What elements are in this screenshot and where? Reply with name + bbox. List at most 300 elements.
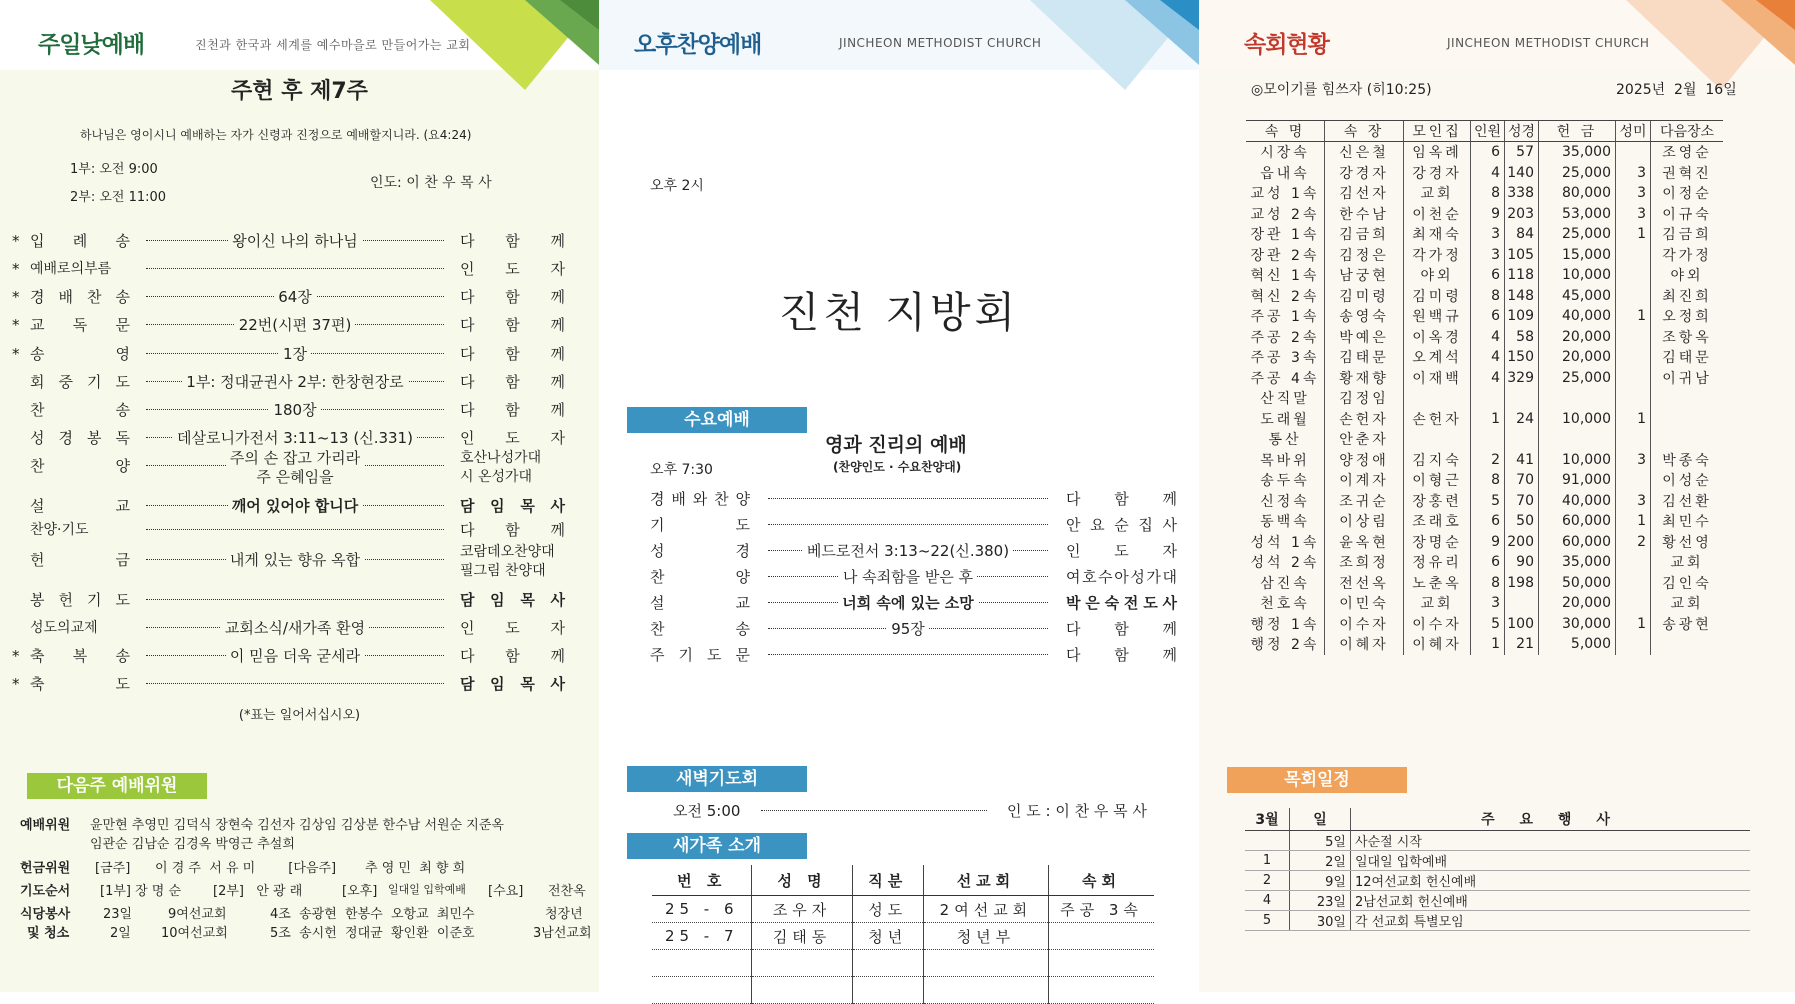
order-row: [0, 449, 599, 486]
table-cell: 송두속: [1260, 473, 1310, 490]
table-cell: 이정순: [1651, 183, 1724, 204]
table-cell: 성석 1속: [1250, 534, 1320, 551]
table-row: [652, 950, 1154, 977]
table-cell: 최진희: [1651, 286, 1724, 307]
order-row: [0, 519, 599, 543]
table-cell: 전선옥: [1325, 573, 1404, 594]
table-cell: 박종숙: [1651, 450, 1724, 471]
sunday-title: 주현 후 제7주: [231, 79, 368, 104]
morning-subtitle: 진천과 한국과 세계를 예수마을로 만들어가는 교회: [195, 38, 471, 52]
col-week: 3월: [1245, 808, 1290, 831]
worship-line1: 윤만현 추영민 김덕식 장현숙 김선자 김상임 김상분 한수남 서원순 지준옥: [90, 818, 504, 833]
order-row: [0, 343, 599, 367]
wed-item-content-wrap: [768, 618, 1048, 639]
table-cell: 23일: [1290, 891, 1351, 911]
table-cell: 주공 3속: [1250, 350, 1320, 367]
table-cell: 45,000: [1539, 286, 1616, 307]
table-row: [1246, 388, 1723, 409]
wed-item-content: 너희 속에 있는 소망: [838, 594, 978, 612]
table-row: [652, 923, 1154, 950]
order-item-leader: 인 도 자: [460, 619, 565, 637]
table-row: [1246, 409, 1723, 430]
table-cell: 주공 4속: [1250, 370, 1320, 387]
col-event: 주 요 행 사: [1351, 808, 1751, 831]
table-cell: 1: [1245, 851, 1290, 871]
table-cell: 조귀순: [1325, 491, 1404, 512]
table-cell: 3: [1471, 224, 1505, 245]
table-cell: 주공 1속: [1250, 309, 1320, 326]
table-cell: 김지숙: [1404, 450, 1471, 471]
wednesday-subheading: (찬양인도 · 수요찬양대): [833, 460, 962, 474]
table-cell: 장명순: [1404, 532, 1471, 553]
table-cell: 윤옥현: [1325, 532, 1404, 553]
new-family-table: [652, 865, 1154, 1004]
wed-item-content-wrap: [768, 540, 1048, 561]
order-item-name: 축 복 송: [30, 647, 130, 665]
table-row: [1246, 142, 1723, 163]
offering-committee: [금주] 이 경 주 서 유 미 [다음주] 추 영 민 최 향 희: [95, 861, 466, 876]
afternoon-time: 오후 2시: [650, 178, 704, 194]
table-cell: 황선영: [1651, 532, 1724, 553]
table-cell: 6: [1471, 552, 1505, 573]
order-row: [0, 589, 599, 613]
meal2-date: 2일: [110, 926, 131, 941]
table-cell: 김선환: [1651, 491, 1724, 512]
table-cell: 35,000: [1539, 552, 1616, 573]
order-item-name: 봉 헌 기 도: [30, 591, 130, 609]
table-cell: 산직말: [1260, 391, 1310, 408]
table-cell: 8: [1471, 183, 1505, 204]
order-item-content: 왕이신 나의 하나님: [228, 232, 361, 250]
table-row: [1245, 831, 1750, 851]
wed-item-leader: 안 요 순 집 사: [1066, 516, 1177, 534]
header-decoration: [1030, 0, 1199, 92]
standing-mark: *: [12, 288, 20, 306]
offering-label: 헌금위원: [20, 861, 71, 876]
wed-item-content-wrap: [768, 592, 1048, 613]
table-cell: 읍내속: [1260, 165, 1310, 182]
table-cell: [1616, 429, 1651, 450]
table-cell: 60,000: [1539, 532, 1616, 553]
wed-item-content-wrap: [768, 566, 1048, 587]
meal2-team: 5조 송시헌 정대균 황인환 이준호: [270, 926, 475, 941]
table-cell: 이민숙: [1325, 593, 1404, 614]
order-item-name: 찬 양: [30, 457, 130, 475]
wed-item-leader: 다 함 께: [1066, 646, 1177, 664]
table-cell: 사순절 시작: [1351, 831, 1751, 851]
table-cell: [1616, 265, 1651, 286]
meal1-group: 9여선교회: [168, 907, 227, 922]
table-cell: [1616, 368, 1651, 389]
order-row: [0, 371, 599, 395]
table-cell: 손헌자: [1325, 409, 1404, 430]
prayer-pm-label: [오후]: [342, 884, 378, 899]
table-cell: [1616, 593, 1651, 614]
table-row: [1246, 532, 1723, 553]
table-cell: [1651, 634, 1724, 655]
table-cell: 이상림: [1325, 511, 1404, 532]
dawn-time: 오전 5:00: [673, 802, 741, 820]
table-cell: 교회: [1651, 593, 1724, 614]
table-cell: 4: [1471, 327, 1505, 348]
table-cell: 손헌자: [1404, 409, 1471, 430]
table-cell: 70: [1505, 470, 1539, 491]
table-cell: 김선자: [1325, 183, 1404, 204]
table-cell: [852, 950, 923, 977]
table-cell: 송영숙: [1325, 306, 1404, 327]
wed-item-name: 찬 양: [650, 568, 750, 586]
wednesday-tag: 수요예배: [627, 407, 807, 433]
table-row: [1246, 593, 1723, 614]
table-cell: 조항옥: [1651, 327, 1724, 348]
order-row: [0, 314, 599, 338]
table-cell: 6: [1471, 265, 1505, 286]
table-cell: 행정 1속: [1250, 616, 1320, 633]
table-cell: 25 - 6: [652, 896, 752, 923]
table-cell: [1616, 245, 1651, 266]
table-cell: 장홍련: [1404, 491, 1471, 512]
table-cell: [1616, 347, 1651, 368]
order-row: [0, 645, 599, 669]
table-cell: 10,000: [1539, 450, 1616, 471]
order-row: [0, 286, 599, 310]
standing-mark: *: [12, 647, 20, 665]
table-cell: 90: [1505, 552, 1539, 573]
table-cell: 1: [1616, 306, 1651, 327]
service-time-1: 1부: 오전 9:00: [70, 162, 158, 177]
table-cell: 5: [1471, 491, 1505, 512]
table-cell: 91,000: [1539, 470, 1616, 491]
order-item-leader: 다 함 께: [460, 345, 565, 363]
order-item-content-wrap: [146, 230, 444, 251]
table-cell: 김미령: [1404, 286, 1471, 307]
table-cell: 청년부: [923, 923, 1048, 950]
order-item-name: 교 독 문: [30, 316, 130, 334]
table-row: [652, 977, 1154, 1004]
table-row: [1246, 306, 1723, 327]
wed-item-content: 95장: [887, 620, 929, 638]
table-cell: 12여선교회 헌신예배: [1351, 871, 1751, 891]
order-item-name: 설 교: [30, 497, 130, 515]
table-cell: 50: [1505, 511, 1539, 532]
order-item-content-wrap: [146, 427, 444, 448]
table-cell: 한수남: [1325, 204, 1404, 225]
table-cell: 최민수: [1651, 511, 1724, 532]
order-item-leader: 인 도 자: [460, 260, 565, 278]
order-item-name: 성 경 봉 독: [30, 429, 130, 447]
table-row: [1246, 368, 1723, 389]
morning-title: 주일낮예배: [38, 32, 145, 58]
table-cell: 오정희: [1651, 306, 1724, 327]
table-cell: 84: [1505, 224, 1539, 245]
prayer-wed-label: [수요]: [488, 884, 524, 899]
table-cell: 3: [1471, 593, 1505, 614]
dotted-leader: [146, 268, 444, 269]
table-cell: 황재향: [1325, 368, 1404, 389]
order-item-name: 송 영: [30, 345, 130, 363]
order-row: [0, 258, 599, 282]
table-cell: 200: [1505, 532, 1539, 553]
wed-item-name: 성 경: [650, 542, 750, 560]
table-cell: 남궁현: [1325, 265, 1404, 286]
wed-item-name: 경 배 와 찬 양: [650, 490, 750, 508]
table-cell: 야외: [1404, 265, 1471, 286]
table-row: [1246, 614, 1723, 635]
table-cell: 2: [1616, 532, 1651, 553]
table-cell: 행정 2속: [1250, 637, 1320, 654]
order-item-content: 이 믿음 더욱 굳세라: [226, 647, 364, 665]
table-cell: [923, 977, 1048, 1004]
cell-report-table: [1246, 120, 1723, 655]
table-cell: 21: [1505, 634, 1539, 655]
table-cell: [1616, 286, 1651, 307]
table-cell: [1505, 429, 1539, 450]
wed-item-content: 베드로전서 3:13~22(신.380): [803, 542, 1013, 560]
table-cell: [1404, 388, 1471, 409]
col-day: 일: [1290, 808, 1351, 831]
table-cell: 1: [1471, 634, 1505, 655]
worship-label: 예배위원: [20, 818, 71, 833]
table-cell: 338: [1505, 183, 1539, 204]
order-item-content: 주의 손 잡고 가리라 주 은혜임을: [146, 449, 444, 487]
table-cell: 35,000: [1539, 142, 1616, 163]
order-item-leader: 인 도 자: [460, 429, 565, 447]
table-row: [1246, 573, 1723, 594]
table-cell: 성석 2속: [1250, 555, 1320, 572]
order-item-name: 찬 송: [30, 401, 130, 419]
table-row: [1246, 286, 1723, 307]
dotted-leader: [146, 529, 444, 530]
table-cell: 4: [1471, 368, 1505, 389]
order-item-name: 찬양·기도: [30, 522, 89, 538]
table-cell: [1651, 388, 1724, 409]
table-cell: [652, 950, 752, 977]
table-row: [1246, 265, 1723, 286]
table-cell: 4: [1471, 163, 1505, 184]
table-cell: [1539, 388, 1616, 409]
table-cell: 김금희: [1325, 224, 1404, 245]
col-bible: 성경: [1505, 121, 1539, 142]
table-cell: 안춘자: [1325, 429, 1404, 450]
morning-service-panel: [0, 0, 599, 992]
table-row: [1246, 552, 1723, 573]
table-cell: [752, 977, 852, 1004]
table-cell: 이수자: [1404, 614, 1471, 635]
table-cell: 5일: [1290, 831, 1351, 851]
table-cell: [1049, 977, 1154, 1004]
meal1-team: 4조 송광현 한봉수 오항교 최민수: [270, 907, 475, 922]
table-cell: 2: [1245, 871, 1290, 891]
meal-label-2: 및 청소: [27, 926, 70, 941]
table-cell: 25,000: [1539, 163, 1616, 184]
order-item-content: 내게 있는 향유 옥합: [226, 551, 364, 569]
wednesday-row: [650, 488, 1175, 512]
table-cell: [1616, 634, 1651, 655]
table-cell: [1616, 388, 1651, 409]
table-cell: 김정임: [1325, 388, 1404, 409]
table-cell: 5: [1471, 614, 1505, 635]
table-cell: 2여선교회: [923, 896, 1048, 923]
col-offering: 헌 금: [1539, 121, 1616, 142]
order-item-name: 입 례 송: [30, 232, 130, 250]
table-cell: 동백속: [1260, 514, 1310, 531]
table-cell: 10,000: [1539, 265, 1616, 286]
order-item-content: 깨어 있어야 합니다: [228, 497, 362, 515]
table-cell: 이형근: [1404, 470, 1471, 491]
table-cell: [1651, 409, 1724, 430]
order-item-leader: 담 임 목 사: [460, 497, 565, 515]
table-cell: 정유리: [1404, 552, 1471, 573]
table-cell: 이재백: [1404, 368, 1471, 389]
table-cell: 1: [1616, 409, 1651, 430]
worship-line2: 임관순 김남순 김경옥 박영근 추설희: [90, 837, 295, 852]
table-cell: 2남선교회 헌신예배: [1351, 891, 1751, 911]
wednesday-row: [650, 540, 1175, 564]
table-cell: 109: [1505, 306, 1539, 327]
order-item-name: 축 도: [30, 675, 130, 693]
order-item-content: 데살로니가전서 3:11~13 (신.331): [173, 429, 417, 447]
table-row: [652, 896, 1154, 923]
table-row: [1246, 429, 1723, 450]
table-cell: 송광현: [1651, 614, 1724, 635]
table-cell: [1651, 429, 1724, 450]
table-row: [1245, 911, 1750, 931]
table-cell: 8: [1471, 470, 1505, 491]
table-cell: 김태동: [752, 923, 852, 950]
table-row: [1246, 183, 1723, 204]
wed-item-content: 나 속죄함을 받은 후: [839, 568, 977, 586]
table-cell: 3: [1616, 491, 1651, 512]
table-cell: 1: [1616, 224, 1651, 245]
table-row: [1245, 851, 1750, 871]
table-cell: 9일: [1290, 871, 1351, 891]
table-cell: 장관 2속: [1250, 247, 1320, 264]
schedule-tag: 목회일정: [1227, 767, 1407, 793]
cells-subtitle: JINCHEON METHODIST CHURCH: [1447, 36, 1650, 50]
table-cell: [1505, 388, 1539, 409]
table-cell: 김금희: [1651, 224, 1724, 245]
order-item-content-wrap: [146, 549, 444, 570]
order-item-content: 1장: [279, 345, 311, 363]
new-family-header-row: [652, 865, 1154, 896]
afternoon-service-panel: [599, 0, 1199, 992]
col-leader: 속 장: [1325, 121, 1404, 142]
table-cell: 6: [1471, 511, 1505, 532]
table-cell: 10,000: [1539, 409, 1616, 430]
wed-item-name: 주 기 도 문: [650, 646, 750, 664]
table-cell: 야외: [1651, 265, 1724, 286]
schedule-header-row: [1245, 808, 1750, 831]
table-cell: 이귀남: [1651, 368, 1724, 389]
order-item-name: 헌 금: [30, 551, 130, 569]
table-cell: [652, 977, 752, 1004]
table-cell: 118: [1505, 265, 1539, 286]
table-cell: 5,000: [1539, 634, 1616, 655]
table-cell: 이옥경: [1404, 327, 1471, 348]
wed-item-leader: 다 함 께: [1066, 490, 1177, 508]
order-row: [0, 427, 599, 451]
table-cell: [1471, 388, 1505, 409]
order-item-content-wrap: [146, 343, 444, 364]
afternoon-main-title: 진천 지방회: [778, 288, 1020, 337]
order-item-leader: 다 함 께: [460, 647, 565, 665]
table-cell: 교성 1속: [1250, 186, 1320, 203]
order-row: [0, 617, 599, 641]
col-name: 성 명: [752, 865, 852, 896]
table-cell: 각가정: [1651, 245, 1724, 266]
order-item-content-wrap: [146, 495, 444, 516]
cells-motto: ◎모이기를 힘쓰자 (히10:25): [1251, 82, 1432, 98]
order-item-content-wrap: [146, 399, 444, 420]
table-cell: 329: [1505, 368, 1539, 389]
order-item-content-wrap: [146, 286, 444, 307]
table-cell: [1245, 831, 1290, 851]
table-cell: 권혁진: [1651, 163, 1724, 184]
table-row: [1246, 245, 1723, 266]
order-item-content: 교회소식/새가족 환영: [221, 619, 369, 637]
order-row: [0, 495, 599, 519]
wed-item-leader: 여 호 수 아 성 가 대: [1066, 568, 1177, 586]
prayer-second: [2부] 안 광 래: [213, 884, 303, 899]
standing-mark: *: [12, 232, 20, 250]
table-cell: 24: [1505, 409, 1539, 430]
order-item-name: 예배로의부름: [30, 261, 112, 277]
order-item-leader: 호산나성가대 시 온성가대: [460, 450, 542, 485]
table-cell: 2일: [1290, 851, 1351, 871]
table-cell: 140: [1505, 163, 1539, 184]
table-cell: 1: [1616, 511, 1651, 532]
order-item-leader: 다 함 께: [460, 373, 565, 391]
order-row: [0, 544, 599, 579]
table-cell: 148: [1505, 286, 1539, 307]
meal2-clean: 3남선교회: [533, 926, 592, 941]
table-cell: 15,000: [1539, 245, 1616, 266]
wednesday-heading: 영과 진리의 예배: [825, 434, 967, 456]
table-cell: 통산: [1268, 432, 1302, 449]
table-cell: 3: [1616, 183, 1651, 204]
standing-note: (*표는 일어서십시오): [238, 708, 361, 723]
table-cell: 김정은: [1325, 245, 1404, 266]
table-cell: 김미령: [1325, 286, 1404, 307]
table-row: [1246, 224, 1723, 245]
table-cell: 김태문: [1325, 347, 1404, 368]
table-cell: 조영순: [1651, 142, 1724, 163]
table-cell: 50,000: [1539, 573, 1616, 594]
order-item-leader: 다 함 께: [460, 521, 565, 539]
table-cell: 교회: [1404, 183, 1471, 204]
order-item-content: 64장: [274, 288, 316, 306]
table-cell: 30일: [1290, 911, 1351, 931]
afternoon-subtitle: JINCHEON METHODIST CHURCH: [839, 36, 1042, 50]
table-cell: 조희정: [1325, 552, 1404, 573]
service-leader: 인도: 이 찬 우 목 사: [370, 175, 492, 191]
table-cell: 교회: [1404, 593, 1471, 614]
col-rice: 성미: [1616, 121, 1651, 142]
order-item-content-wrap: [146, 617, 444, 638]
table-row: [1246, 204, 1723, 225]
table-row: [1246, 347, 1723, 368]
table-cell: 원백규: [1404, 306, 1471, 327]
wed-item-leader: 인 도 자: [1066, 542, 1177, 560]
table-cell: 40,000: [1539, 491, 1616, 512]
table-cell: 조래호: [1404, 511, 1471, 532]
order-item-leader: 다 함 께: [460, 288, 565, 306]
wednesday-row: [650, 644, 1175, 668]
prayer-pm-value: 일대일 입학예배: [388, 883, 466, 896]
table-cell: 신정속: [1260, 493, 1310, 510]
dotted-leader: [146, 683, 444, 684]
table-row: [1246, 450, 1723, 471]
